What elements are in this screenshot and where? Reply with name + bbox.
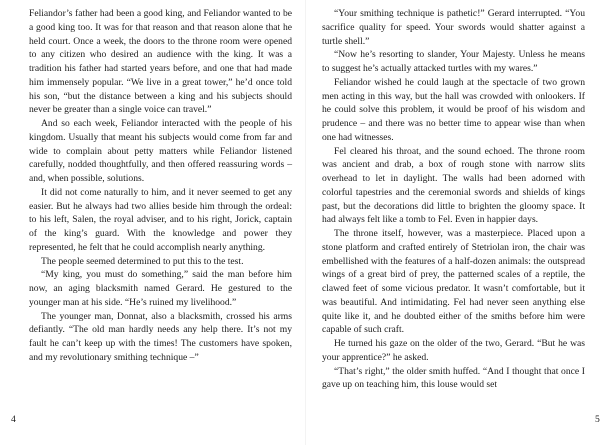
page-number: 5	[595, 414, 600, 425]
page-number: 4	[11, 414, 16, 425]
paragraph: Feliandor wished he could laugh at the spectacle of two grown men acting in this way, but the hall was crowded with onlookers. If he could solve this problem, it would be proof of his wisdom and prudence – and there was no better time to appear wise than when one had witnesses.	[322, 76, 585, 143]
right-page	[306, 0, 612, 445]
paragraph: It did not come naturally to him, and it never seemed to get any easier. But he always had two allies beside him through the ordeal: to his left, Salen, the royal adviser, and to his right, Jorick, captain of the king’s guard. With the knowledge and power they represented, he felt that he could accomplish nearly anything.	[29, 186, 292, 253]
paragraph: The throne itself, however, was a masterpiece. Placed upon a stone platform and crafted entirely of Stetriolan iron, the chair was embellished with the features of a half-dozen animals: the outspread wings of a great bird of prey, the patterned scales of a reptile, the clawed feet of some vicious predator. It wasn’t comfortable, but it was beautiful. And intimidating. Fel had never seen anything else quite like it, and he doubted either of the smiths before him were capable of such craft.	[322, 228, 585, 336]
paragraph: The younger man, Donnat, also a blacksmith, crossed his arms defiantly. “The old man hardly needs any help there. It’s not my fault he can’t keep up with the times! The customers have spoken, and my revolutionary smithing technique –”	[29, 310, 292, 363]
paragraph: “My king, you must do something,” said the man before him now, an aging blacksmith named Gerard. He gestured to the younger man at his side. “He’s ruined my livelihood.”	[29, 269, 292, 308]
paragraph: Feliandor’s father had been a good king, and Feliandor wanted to be a good king too. It was for that reason and that reason alone that he held court. Once a week, the doors to the throne room were opened to any citizen who desired an audience with the king. It was a tradition his father had started years before, and one that had made him immensely popular. “We live in a great tower,” he’d once told his son, “but the distance between a king and his subjects should never be greater than a single voice can travel.”	[29, 8, 292, 116]
paragraph: He turned his gaze on the older of the two, Gerard. “But he was your apprentice?” he asked.	[322, 338, 585, 363]
left-text-column	[29, 7, 292, 365]
paragraph: The people seemed determined to put this to the test.	[41, 255, 244, 267]
paragraph: “That’s right,” the older smith huffed. “And I thought that once I gave up on teaching him, this louse would set	[322, 365, 585, 391]
paragraph: Fel cleared his throat, and the sound echoed. The throne room was ancient and drab, a box of rough stone with narrow slits overhead to let in daylight. The walls had been adorned with colorful tapestries and the ceremonial swords and shields of kings past, but the decorations did little to brighten the gloomy space. It had always felt like a tomb to Fel. Even in happier days.	[322, 145, 585, 226]
paragraph: “Now he’s resorting to slander, Your Majesty. Unless he means to suggest he’s actually attacked turtles with my wares.”	[322, 49, 585, 74]
right-text-column	[322, 7, 585, 392]
paragraph: And so each week, Feliandor interacted with the people of his kingdom. Usually that meant his subjects would come from far and wide to complain about petty matters while Feliandor listened carefully, nodded thoughtfully, and then offered reassuring words – and, when possible, solutions.	[29, 118, 292, 184]
paragraph: “Your smithing technique is pathetic!” Gerard interrupted. “You sacrifice quality for speed. Your swords would shatter against a turtle shell.”	[322, 8, 585, 47]
